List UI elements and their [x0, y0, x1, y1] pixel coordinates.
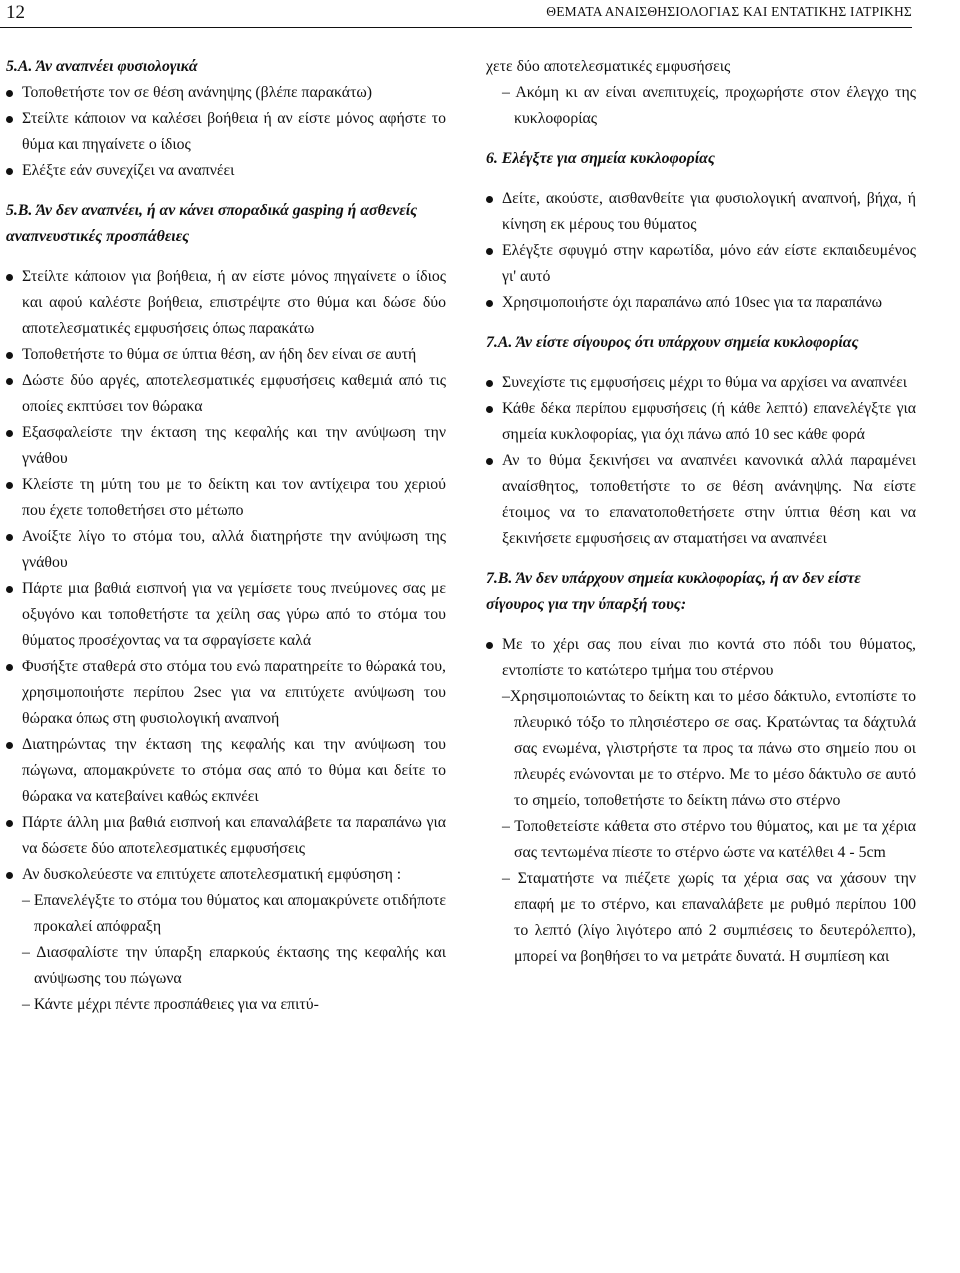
list-item: Διατηρώντας την έκταση της κεφαλής και την ανύψωση του πώγωνα, απομακρύνετε το στόμα σας από το θύμα και δείτε το θώρακα να κατεβαίνει καθώς εκπνέει: [6, 732, 446, 810]
list-item: Αν το θύμα ξεκινήσει να αναπνέει κανονικά αλλά παραμένει αναίσθητος, τοποθετήστε το σε θέση ανάνηψης. Να είστε έτοιμος να το επανατοποθετήσετε στην ύπτια θέση και να ξεκινήσετε εμφυσήσεις αν σταματήσει να αναπνέει: [486, 448, 916, 552]
list-item: Χρησιμοποιήστε όχι παραπάνω από 10sec για τα παραπάνω: [486, 290, 916, 316]
dash-item: – Σταματήστε να πιέζετε χωρίς τα χέρια σας να χάσουν την επαφή με το στέρνο, και επαναλάβετε με ρυθμό περίπου 100 το λεπτό (λίγο λιγότερο από 2 συμπιέσεις το δευτερόλεπτο), μπορεί να βοηθήσει το να μετράτε δυνατά. Η συμπίεση και: [502, 870, 916, 965]
section-7a-list: [486, 370, 916, 552]
header-rule: [0, 27, 912, 28]
list-item: Με το χέρι σας που είναι πιο κοντά στο πόδι του θύματος, εντοπίστε το κατώτερο τμήμα του στέρνου: [486, 632, 916, 684]
list-item: Φυσήξτε σταθερά στο στόμα του ενώ παρατηρείτε το θώρακά του, χρησιμοποιήστε περίπου 2sec για να επιτύχετε ανύψωση του θώρακα όπως στη φυσιολογική αναπνοή: [6, 654, 446, 732]
list-item: Τοποθετήστε το θύμα σε ύπτια θέση, αν ήδη δεν είναι σε αυτή: [6, 342, 446, 368]
dash-item: – Διασφαλίστε την ύπαρξη επαρκούς έκτασης της κεφαλής και ανύψωσης του πώγωνα: [22, 944, 446, 987]
list-item: Αν δυσκολεύεστε να επιτύχετε αποτελεσματική εμφύσηση :: [6, 862, 446, 888]
section-7a-heading: 7.Α. Άν είστε σίγουρος ότι υπάρχουν σημεία κυκλοφορίας: [486, 334, 859, 351]
dash-item: – Επανελέγξτε το στόμα του θύματος και απομακρύνετε οτιδήποτε προκαλεί απόφραξη: [22, 892, 446, 935]
list-item: Κάθε δέκα περίπου εμφυσήσεις (ή κάθε λεπτό) επανελέγξτε για σημεία κυκλοφορίας, για όχι πάνω από 10 sec κάθε φορά: [486, 396, 916, 448]
section-5a-heading: 5.Α. Άν αναπνέει φυσιολογικά: [6, 58, 198, 75]
list-item: Στείλτε κάποιον να καλέσει βοήθεια ή αν είστε μόνος αφήστε το θύμα και πηγαίνετε ο ίδιος: [6, 106, 446, 158]
list-item: Πάρτε άλλη μια βαθιά εισπνοή και επαναλάβετε τα παραπάνω για να δώσετε δύο αποτελεσματικές εμφυσήσεις: [6, 810, 446, 862]
page-header: [0, 0, 960, 30]
continuation-text: χετε δύο αποτελεσματικές εμφυσήσεις: [486, 58, 731, 75]
list-item: Ελέγξτε σφυγμό στην καρωτίδα, μόνο εάν είστε εκπαιδευμένος γι' αυτό: [486, 238, 916, 290]
left-column: [6, 54, 446, 1018]
list-item: Ελέξτε εάν συνεχίζει να αναπνέει: [6, 158, 446, 184]
dash-item: – Ακόμη κι αν είναι ανεπιτυχείς, προχωρήστε στον έλεγχο της κυκλοφορίας: [502, 84, 916, 127]
list-item: Δείτε, ακούστε, αισθανθείτε για φυσιολογική αναπνοή, βήχα, ή κίνηση εκ μέρους του θύματος: [486, 186, 916, 238]
list-item: Κλείστε τη μύτη του με το δείκτη και τον αντίχειρα του χεριού που έχετε τοποθετήσει στο μέτωπο: [6, 472, 446, 524]
dash-item: –Χρησιμοποιώντας το δείκτη και το μέσο δάκτυλο, εντοπίστε το πλευρικό τόξο το πλησιέστερο σε σας. Κρατώντας τα δάχτυλά σας ενωμένα, γλιστρήστε τα προς τα πάνω στο σημείο που οι πλευρές ενώνονται με το στέρνο. Με το μέσο δάκτυλο σε αυτό το σημείο, τοποθετήστε το δείκτη πάνω στο στέρνο: [502, 688, 916, 809]
list-item: Εξασφαλείστε την έκταση της κεφαλής και την ανύψωση την γνάθου: [6, 420, 446, 472]
list-item: Συνεχίστε τις εμφυσήσεις μέχρι το θύμα να αρχίσει να αναπνέει: [486, 370, 916, 396]
dash-item: – Κάντε μέχρι πέντε προσπάθειες για να επιτύ-: [22, 996, 319, 1013]
section-6-heading: 6. Ελέγξτε για σημεία κυκλοφορίας: [486, 150, 715, 167]
section-5a-list: [6, 80, 446, 184]
section-5b-list: [6, 264, 446, 888]
running-title: ΘΕΜΑΤΑ ΑΝΑΙΣΘΗΣΙΟΛΟΓΙΑΣ ΚΑΙ ΕΝΤΑΤΙΚΗΣ ΙΑΤΡΙΚΗΣ: [546, 4, 912, 19]
section-7b-list: [486, 632, 916, 684]
dash-item: – Τοποθετείστε κάθετα στο στέρνο του θύματος, και με τα χέρια σας τεντωμένα πίεστε το στέρνο ώστε να κατέλθει 4 - 5cm: [502, 818, 916, 861]
page-number: 12: [6, 2, 25, 23]
list-item: Στείλτε κάποιον για βοήθεια, ή αν είστε μόνος πηγαίνετε ο ίδιος και αφού καλέστε βοήθεια, επιστρέψτε στο θύμα και δώσε δύο αποτελεσματικές εμφυσήσεις όπως παρακάτω: [6, 264, 446, 342]
list-item: Ανοίξτε λίγο το στόμα του, αλλά διατηρήστε την ανύψωση της γνάθου: [6, 524, 446, 576]
list-item: Πάρτε μια βαθιά εισπνοή για να γεμίσετε τους πνεύμονες σας με οξυγόνο και τοποθετήστε τα χείλη σας γύρω από το στόμα του θύματος προσέχοντας να τα σφραγίσετε καλά: [6, 576, 446, 654]
section-5b-heading: 5.Β. Άν δεν αναπνέει, ή αν κάνει σποραδικά gasping ή ασθενείς αναπνευστικές προσπάθειες: [6, 202, 418, 245]
right-column: [486, 54, 916, 970]
section-6-list: [486, 186, 916, 316]
list-item: Τοποθετήστε τον σε θέση ανάνηψης (βλέπε παρακάτω): [6, 80, 446, 106]
section-7b-heading: 7.Β. Άν δεν υπάρχουν σημεία κυκλοφορίας, ή αν δεν είστε σίγουρος για την ύπαρξή τους:: [486, 570, 861, 613]
list-item: Δώστε δύο αργές, αποτελεσματικές εμφυσήσεις καθεμιά από τις οποίες εκπτύσει τον θώρακα: [6, 368, 446, 420]
